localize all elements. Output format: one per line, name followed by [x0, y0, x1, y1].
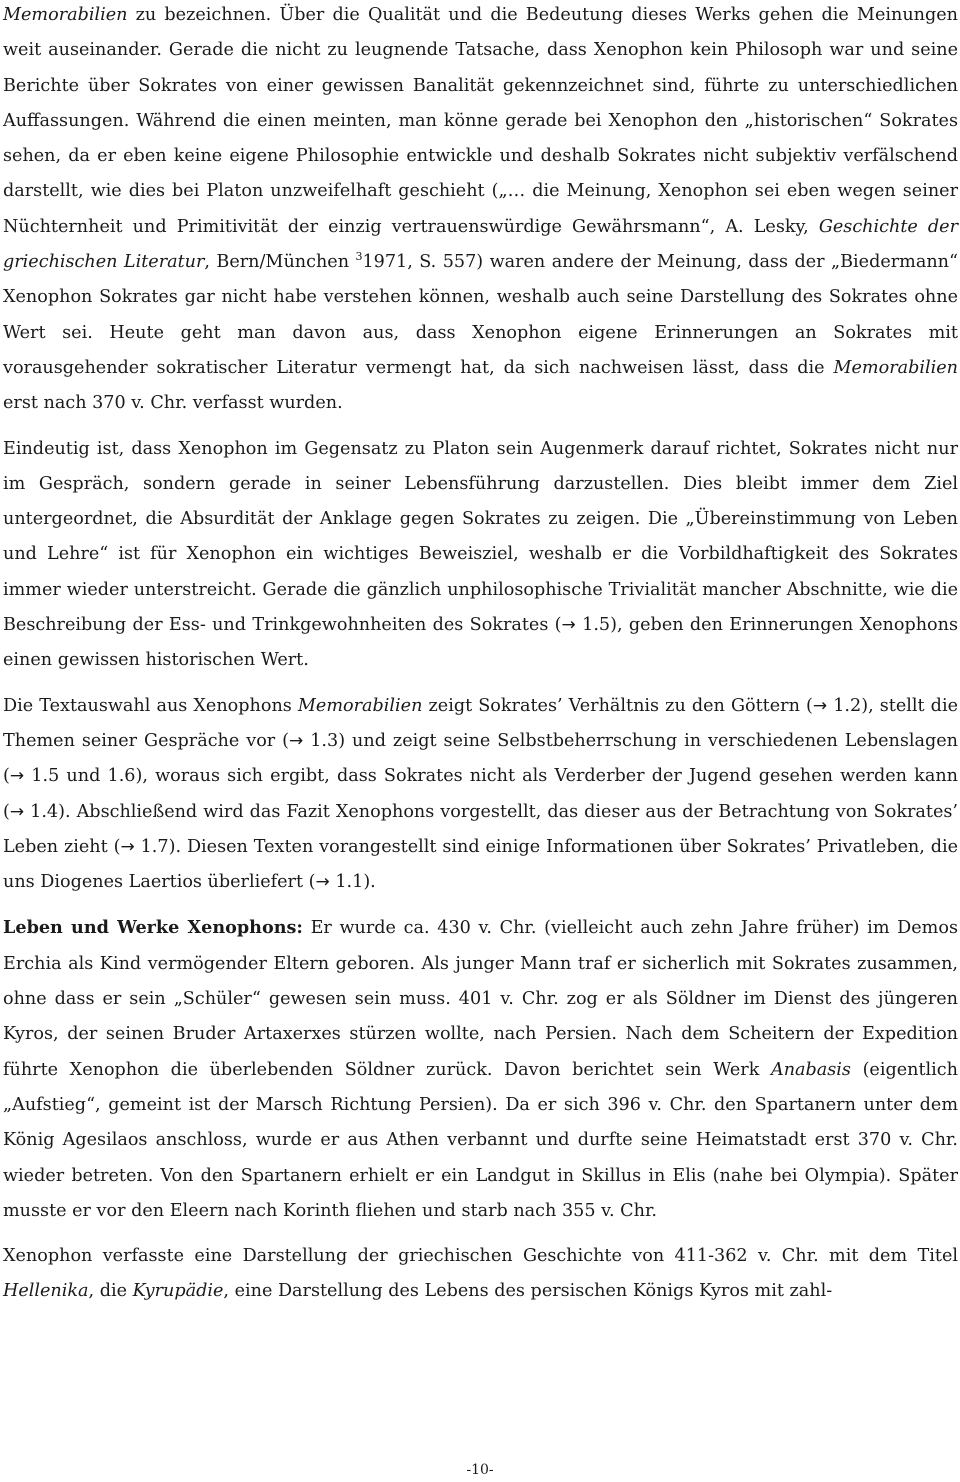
text-run: Xenophon verfasste eine Darstellung der griechischen Geschichte von 411-362 v. Chr. mit dem Titel — [3, 1246, 958, 1267]
edition-superscript: 3 — [355, 250, 363, 264]
text-run: 1971, S. 557) waren andere der Meinung, dass der „Biedermann“ Xenophon Sokrates gar nicht habe verstehen können, weshalb auch seine Darstellung des Sokrates ohne Wert sei. Heute geht man davon aus, dass Xenophon eigene Erinnerungen an Sokrates mit vorausgehender sokratischer Literatur vermengt hat, da sich nachweisen lässt, dass die — [3, 252, 958, 378]
work-title: Hellenika — [3, 1281, 89, 1302]
paragraph-memorabilien-reception — [3, 0, 958, 422]
paragraph-text-selection — [3, 689, 958, 901]
work-title: Kyrupädie — [132, 1281, 224, 1302]
text-run: Er wurde ca. 430 v. Chr. (vielleicht auch zehn Jahre früher) im Demos Erchia als Kind vermögender Eltern geboren. Als junger Mann traf er sicherlich mit Sokrates zusammen, ohne dass er sein „Schüler“ gewesen sein muss. 401 v. Chr. zog er als Söldner im Dienst des jüngeren Kyros, der seinen Bruder Artaxerxes stürzen wollte, nach Persien. Nach dem Scheitern der Expedition führte Xenophon die überlebenden Söldner zurück. Davon berichtet sein Werk — [3, 918, 958, 1080]
text-run: , Bern/München — [204, 252, 356, 273]
text-run: zeigt Sokrates’ Verhältnis zu den Göttern ( — [422, 695, 813, 716]
text-run: 1.5 und 1.6), woraus sich ergibt, dass Sokrates nicht als Verderber der Jugend gesehen werden kann ( — [3, 766, 958, 822]
arrow-icon: → — [120, 836, 135, 857]
text-run: 1.2), stellt die Themen seiner Gespräche vor ( — [3, 695, 958, 751]
text-run: , die — [88, 1281, 133, 1302]
work-title: Memorabilien — [297, 695, 423, 716]
arrow-icon: → — [9, 801, 25, 822]
work-title: Memorabilien — [833, 357, 958, 378]
text-run: 1.3) und zeigt seine Selbstbeherrschung in verschiedenen Lebenslagen ( — [3, 730, 958, 787]
text-run: (eigentlich „Aufstieg“, gemeint ist der Marsch Richtung Persien). Da er sich 396 v. Chr. den Spartanern unter dem König Agesilaos anschloss, wurde er aus Athen verbannt und durfte seine Heimatstadt erst 370 v. Chr. wieder betreten. Von den Spartanern erhielt er ein Landgut in Skillus in Elis (nahe bei Olympia). Später musste er vor den Eleern nach Korinth fliehen und starb nach 355 v. Chr. — [3, 1059, 958, 1221]
text-run: erst nach 370 v. Chr. verfasst wurden. — [3, 393, 343, 414]
paragraph-writings — [3, 1239, 958, 1310]
arrow-icon: → — [9, 766, 25, 787]
paragraph-life-and-works — [3, 910, 958, 1229]
text-run: 1.7). Diesen Texten vorangestellt sind einige Informationen über Sokrates’ Privatleben, die uns Diogenes Laertios überliefert ( — [3, 836, 958, 893]
arrow-icon: → — [561, 615, 576, 636]
arrow-icon: → — [315, 872, 330, 893]
text-run: Die Textauswahl aus Xenophons — [3, 695, 298, 716]
arrow-icon: → — [289, 730, 304, 751]
text-run: , eine Darstellung des Lebens des persischen Königs Kyros mit zahl- — [223, 1281, 833, 1302]
text-run: 1.4). Abschließend wird das Fazit Xenophons vorgestellt, das dieser aus der Betrachtung von Sokrates’ Leben zieht ( — [3, 801, 958, 857]
work-title: Geschichte der griechischen Literatur — [3, 216, 958, 273]
text-run: Eindeutig ist, dass Xenophon im Gegensatz zu Platon sein Augenmerk darauf richtet, Sokrates nicht nur im Gespräch, sondern gerade in seiner Lebensführung darzustellen. Dies bleibt immer dem Ziel untergeordnet, die Absurdität der Anklage gegen Sokrates zu zeigen. Die „Übereinstimmung von Leben und Lehre“ ist für Xenophon ein wichtiges Beweisziel, weshalb er die Vorbildhaftigkeit des Sokrates immer wieder unterstreicht. Gerade die gänzlich unphilosophische Trivialität mancher Abschnitte, wie die Beschreibung der Ess- und Trinkgewohnheiten des Sokrates ( — [3, 438, 958, 636]
paragraph-xenophon-focus — [3, 432, 958, 679]
text-run: 1.1). — [329, 872, 376, 893]
work-title: Anabasis — [770, 1059, 851, 1080]
arrow-icon: → — [812, 695, 828, 716]
text-run: zu bezeichnen. Über die Qualität und die Bedeutung dieses Werks gehen die Meinungen weit auseinander. Gerade die nicht zu leugnende Tatsache, dass Xenophon kein Philosoph war und seine Berichte über Sokrates von einer gewissen Banalität gekennzeichnet sind, führte zu unterschiedlichen Auffassungen. Während die einen meinten, man könne gerade bei Xenophon den „historischen“ Sokrates sehen, da er eben keine eigene Philosophie entwickle und deshalb Sokrates nicht subjektiv verfälschend darstellt, wie dies bei Platon unzweifelhaft geschieht („… die Meinung, Xenophon sei eben wegen seiner Nüchternheit und Primitivität der einzig vertrauenswürdige Gewährsmann“, A. Lesky, — [3, 5, 958, 237]
work-title: Memorabilien — [3, 5, 128, 25]
section-heading: Leben und Werke Xenophons: — [3, 917, 303, 939]
page-number: -10- — [466, 1462, 494, 1478]
text-run: 1.5), geben den Erinnerungen Xenophons einen gewissen historischen Wert. — [3, 615, 958, 671]
